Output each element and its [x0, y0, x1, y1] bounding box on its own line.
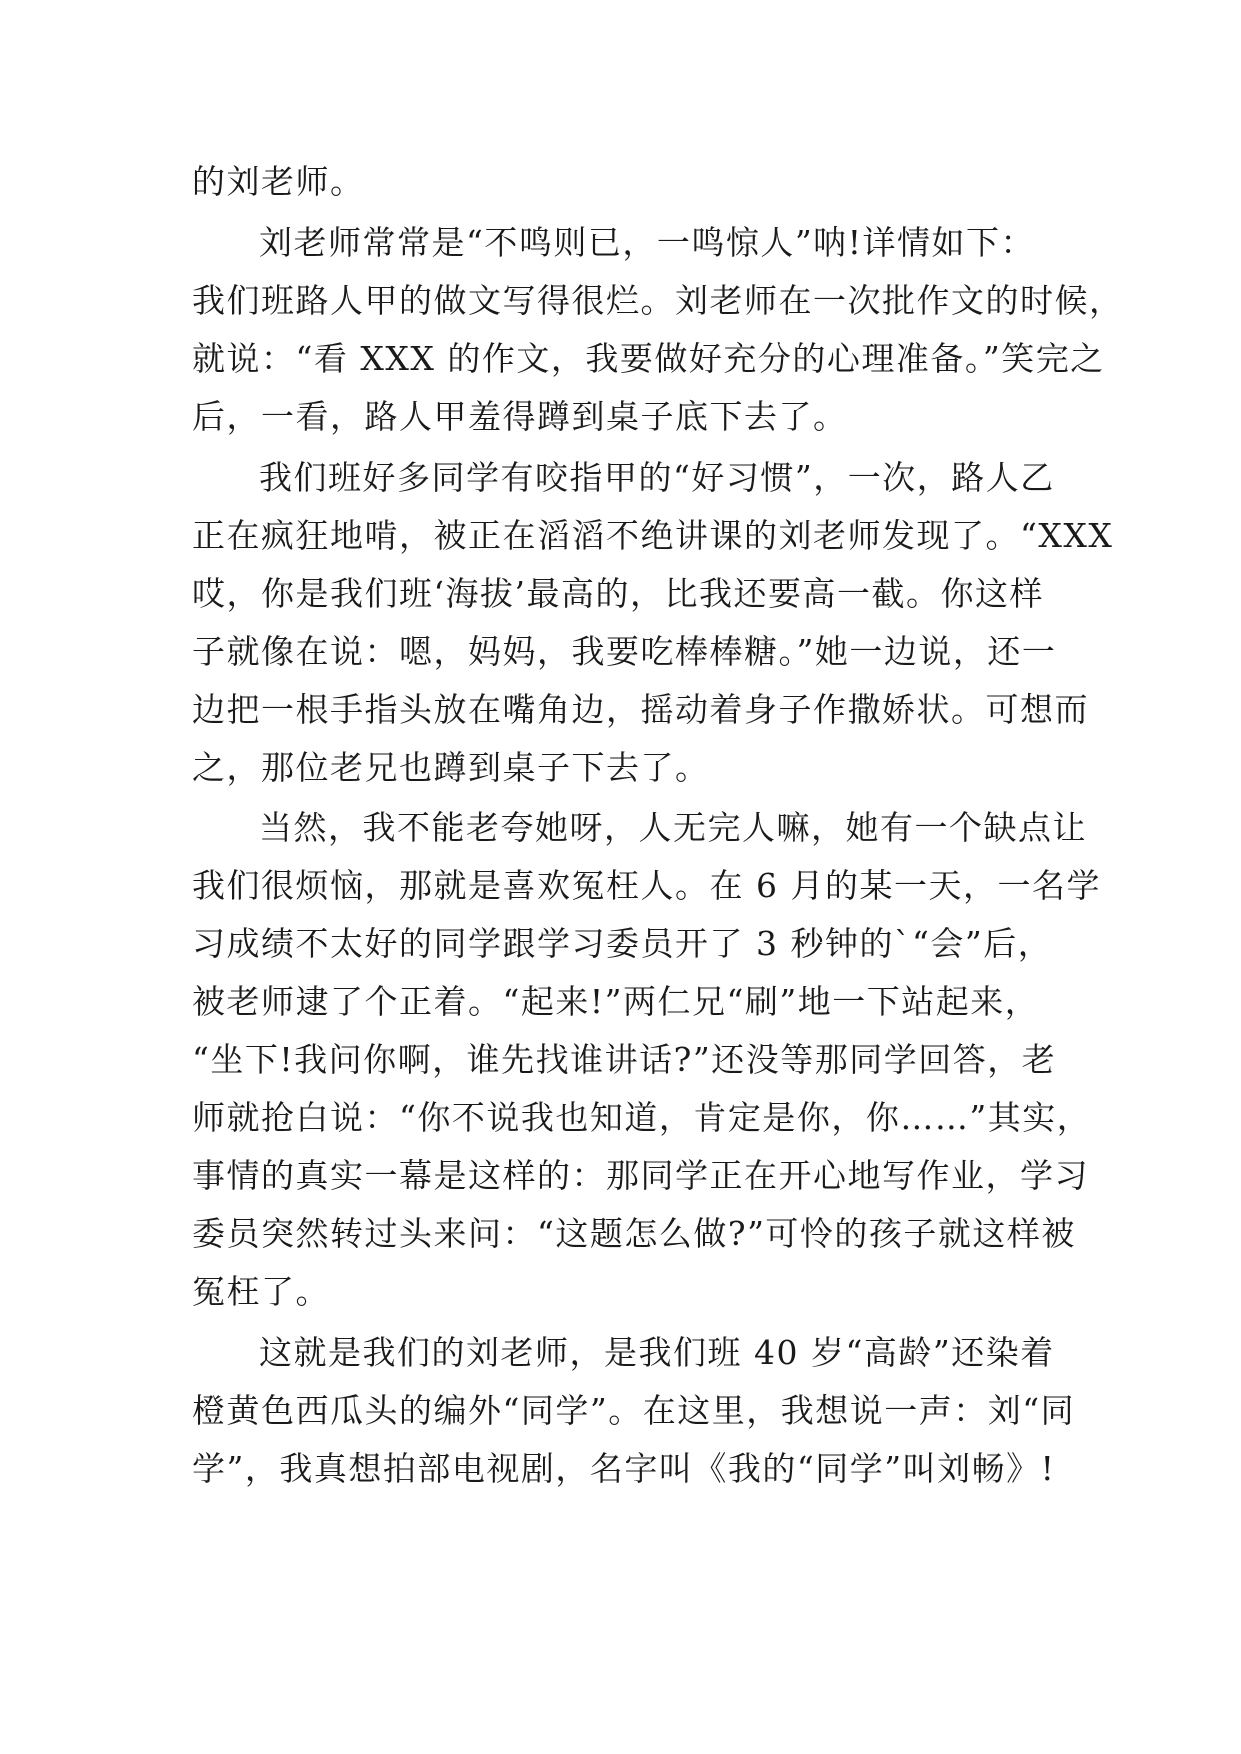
- text-line: 我们班路人甲的做文写得很烂。刘老师在一次批作文的时候，: [192, 281, 1124, 320]
- text-line: 我们很烦恼，那就是喜欢冤枉人。在 6 月的某一天，一名学: [192, 866, 1101, 905]
- text-line: 边把一根手指头放在嘴角边，摇动着身子作撒娇状。可想而: [192, 690, 1089, 729]
- text-line: 橙黄色西瓜头的编外“同学”。在这里，我想说一声：刘“同: [192, 1391, 1076, 1430]
- text-line: 事情的真实一幕是这样的：那同学正在开心地写作业，学习: [192, 1156, 1089, 1195]
- text-line: 子就像在说：嗯，妈妈，我要吃棒棒糖。”她一边说，还一: [192, 632, 1057, 671]
- text-line: 正在疯狂地啃，被正在滔滔不绝讲课的刘老师发现了。“XXX: [192, 516, 1114, 555]
- text-line: 被老师逮了个正着。“起来!”两仁兄“刷”地一下站起来，: [192, 982, 1040, 1021]
- text-line: “坐下!我问你啊，谁先找谁讲话?”还没等那同学回答，老: [192, 1040, 1057, 1079]
- text-line: 哎，你是我们班‘海拔’最高的，比我还要高一截。你这样: [192, 574, 1044, 613]
- paragraph-start-line: 这就是我们的刘老师，是我们班 40 岁“高龄”还染着: [259, 1333, 1055, 1372]
- text-line: 之，那位老兄也蹲到桌子下去了。: [192, 748, 710, 787]
- paragraph-start-line: 我们班好多同学有咬指甲的“好习惯”，一次，路人乙: [259, 458, 1055, 497]
- paragraph-start-line: 刘老师常常是“不鸣则已，一鸣惊人”呐!详情如下：: [259, 223, 1036, 262]
- paragraph-start-line: 当然，我不能老夸她呀，人无完人嘛，她有一个缺点让: [259, 808, 1087, 847]
- text-line: 学”，我真想拍部电视剧，名字叫《我的“同学”叫刘畅》!: [192, 1449, 1056, 1488]
- text-line: 习成绩不太好的同学跟学习委员开了 3 秒钟的`“会”后，: [192, 924, 1053, 963]
- text-line: 师就抢白说：“你不说我也知道，肯定是你，你……”其实，: [192, 1098, 1092, 1137]
- text-line: 委员突然转过头来问：“这题怎么做?”可怜的孩子就这样被: [192, 1214, 1076, 1253]
- text-line: 后，一看，路人甲羞得蹲到桌子底下去了。: [192, 397, 848, 436]
- text-line: 的刘老师。: [192, 162, 365, 201]
- text-line: 冤枉了。: [192, 1272, 330, 1311]
- text-line: 就说：“看 XXX 的作文，我要做好充分的心理准备。”笑完之: [192, 339, 1105, 378]
